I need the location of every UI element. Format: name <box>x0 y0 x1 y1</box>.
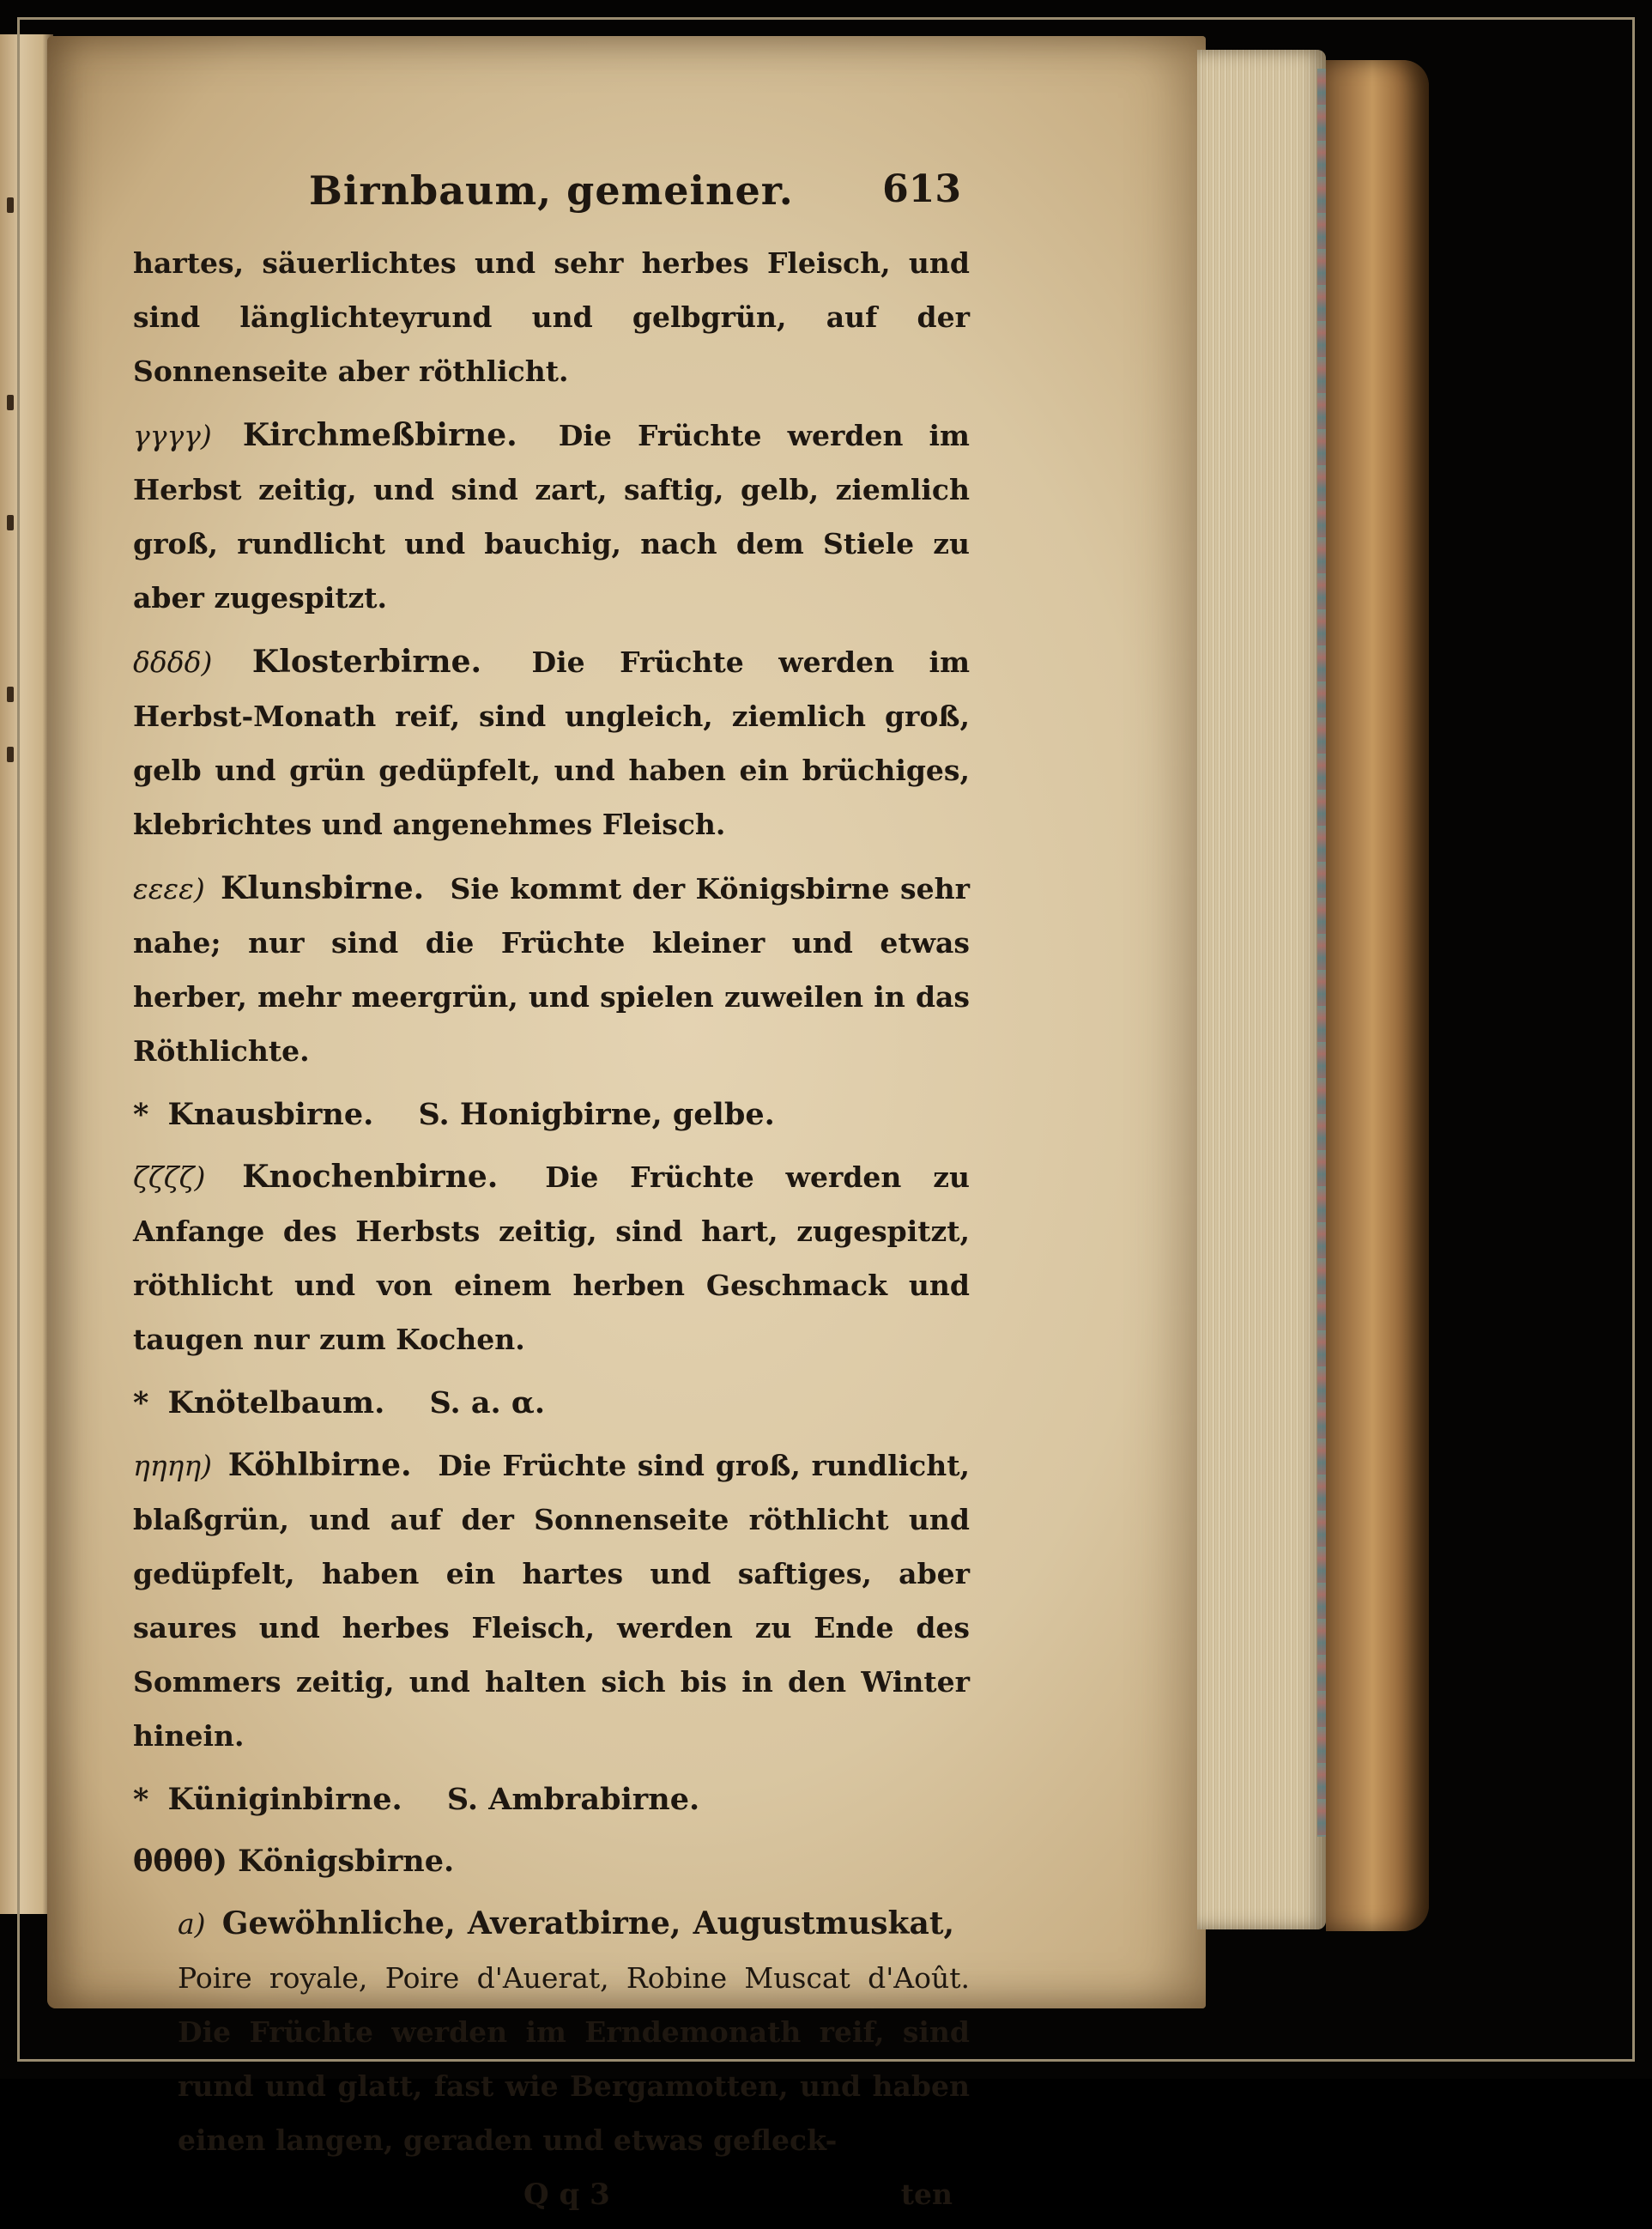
entry-text: Die Früchte sind groß, rundlicht, blaßgrün, und auf der Sonnenseite röthlicht und gedüpfelt, haben ein hartes und saftiges, aber saures und herbes Fleisch, werden zu Ende des Sommers zeitig, und halten sich bis in den Winter hinein. <box>133 1449 970 1753</box>
ref-knoetelbaum <box>133 1377 970 1430</box>
ink-fragment <box>7 395 14 410</box>
entry-text: Die Früchte werden zu Anfange des Herbsts zeitig, sind hart, zugespitzt, röthlicht und von einem herben Geschmack und taugen nur zum Kochen. <box>133 1160 970 1356</box>
entry-marker: θθθθ) <box>133 1844 227 1879</box>
ink-fragment <box>7 687 14 702</box>
page-footer <box>133 2178 970 2229</box>
entry-text: S. a. α. <box>429 1385 546 1420</box>
entry-marker: ζζζζ) <box>133 1160 206 1194</box>
entry-head: Knötelbaum. <box>167 1385 385 1420</box>
reference-star: * <box>133 1097 149 1132</box>
entry-kirchmessbirne <box>133 409 970 625</box>
entry-text: Sie kommt der Königsbirne sehr nahe; nur sind die Früchte kleiner und etwas herber, mehr meergrün, und spielen zuweilen in das Röthlichte. <box>133 872 970 1068</box>
entry-head: Knausbirne. <box>167 1097 374 1132</box>
entry-text: Die Früchte werden im Herbst zeitig, und sind zart, saftig, gelb, ziemlich groß, rundlicht und bauchig, nach dem Stiele zu aber zugespitzt. <box>133 419 970 615</box>
leather-cover <box>1326 60 1429 1931</box>
entry-klosterbirne <box>133 635 970 851</box>
page-header <box>133 167 970 236</box>
entry-head: Gewöhnliche, Averatbirne, Augustmuskat, <box>221 1905 954 1941</box>
ref-knausbirne <box>133 1088 970 1142</box>
running-head: Birnbaum, gemeiner. <box>309 167 794 214</box>
page-number: 613 <box>882 167 961 211</box>
entry-text: hartes, säuerlichtes und sehr herbes Fleisch, und sind länglichteyrund und gelbgrün, auf der Sonnenseite aber röthlicht. <box>133 246 970 388</box>
entry-koenigsbirne <box>133 1835 970 1888</box>
entry-head: Königsbirne. <box>238 1844 455 1879</box>
entry-head: Küniginbirne. <box>167 1782 402 1817</box>
entry-klunsbirne <box>133 862 970 1078</box>
entry-text: S. Ambrabirne. <box>446 1782 700 1817</box>
entry-marker: a) <box>178 1907 206 1941</box>
ink-fragment <box>7 197 14 213</box>
entry-head: Klosterbirne. <box>251 644 482 680</box>
latin-names: Poire royale, Poire d'Auerat, Robine Muscat d'Août. <box>178 1961 970 1995</box>
entry-continuation <box>133 236 970 398</box>
entry-text: Die Früchte werden im Erndemonath reif, sind rund und glatt, fast wie Bergamotten, und haben einen langen, geraden und etwas gefleck- <box>178 2015 970 2157</box>
reference-star: * <box>133 1782 149 1817</box>
entry-text: S. Honigbirne, gelbe. <box>418 1097 775 1132</box>
entry-head: Knochenbirne. <box>242 1159 499 1195</box>
entry-marker: ηηηη) <box>133 1449 212 1482</box>
ink-fragment <box>7 747 14 762</box>
reference-star: * <box>133 1385 149 1420</box>
signature-mark: Q q 3 <box>523 2178 610 2212</box>
entry-gewoehnliche <box>133 1897 970 2167</box>
ref-kueniginbirne <box>133 1773 970 1826</box>
entry-koehlbirne <box>133 1439 970 1763</box>
ink-fragment <box>7 515 14 530</box>
entry-head: Kirchmeßbirne. <box>242 417 517 453</box>
page-edges <box>1197 50 1326 1929</box>
entry-knochenbirne <box>133 1150 970 1366</box>
entry-head: Köhlbirne. <box>227 1447 412 1483</box>
catchword: ten <box>900 2178 953 2211</box>
text-block <box>133 167 970 2229</box>
facing-page-edge <box>0 34 53 1914</box>
entry-head: Klunsbirne. <box>221 870 425 906</box>
entry-marker: γγγγ) <box>133 419 212 452</box>
entry-text: Die Früchte werden im Herbst-Monath reif, sind ungleich, ziemlich groß, gelb und grün gedüpfelt, und haben ein brüchiges, klebrichtes und angenehmes Fleisch. <box>133 645 970 841</box>
entry-marker: εεεε) <box>133 872 205 906</box>
entry-marker: δδδδ) <box>133 645 213 679</box>
